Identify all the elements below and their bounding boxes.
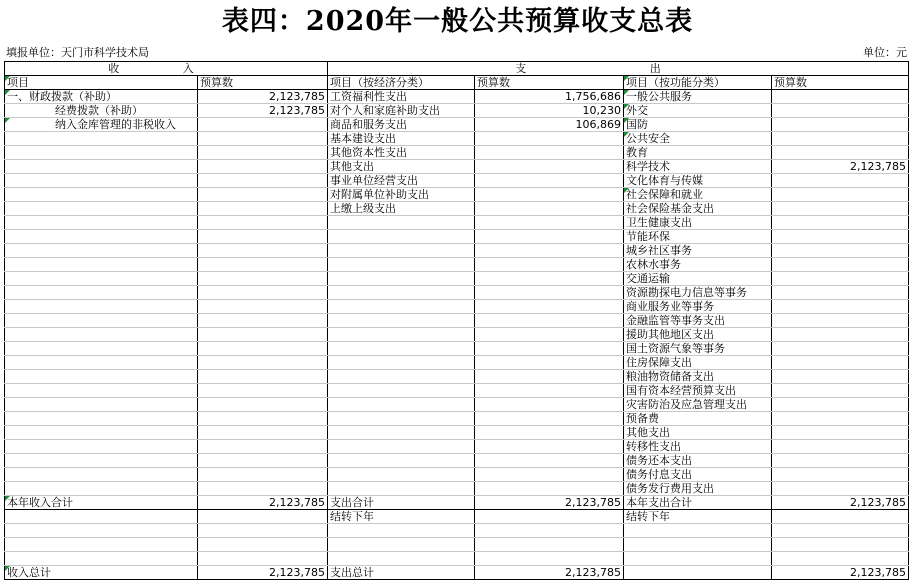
header-item-func[interactable]: 项目（按功能分类） xyxy=(624,76,772,90)
expense-econ-item-cell[interactable] xyxy=(328,384,475,398)
table-row xyxy=(5,370,909,384)
table-row xyxy=(5,510,909,524)
expense-econ-item-cell[interactable]: 支出总计 xyxy=(328,566,475,580)
expense-func-budget-cell[interactable] xyxy=(772,426,909,440)
expense-econ-item-cell[interactable]: 工资福利性支出 xyxy=(328,90,475,104)
expense-func-item-cell[interactable]: 灾害防治及应急管理支出 xyxy=(624,398,772,412)
expense-func-item-cell[interactable]: 其他支出 xyxy=(624,426,772,440)
expense-func-item-cell[interactable]: 粮油物资储备支出 xyxy=(624,370,772,384)
table-row xyxy=(5,160,909,174)
expense-econ-budget-cell[interactable] xyxy=(475,510,624,524)
expense-func-item-cell[interactable] xyxy=(624,552,772,566)
expense-func-item-cell[interactable]: 公共安全 xyxy=(624,132,772,146)
income-budget-cell[interactable] xyxy=(198,440,328,454)
expense-func-item-cell[interactable]: 文化体育与传媒 xyxy=(624,174,772,188)
income-budget-cell[interactable] xyxy=(198,356,328,370)
income-item-cell[interactable] xyxy=(5,300,198,314)
table-row xyxy=(5,356,909,370)
expense-econ-item-cell[interactable] xyxy=(328,258,475,272)
expense-func-budget-cell[interactable]: 2,123,785 xyxy=(772,496,909,510)
income-item-cell[interactable] xyxy=(5,384,198,398)
expense-func-budget-cell[interactable] xyxy=(772,314,909,328)
expense-econ-item-cell[interactable]: 基本建设支出 xyxy=(328,132,475,146)
expense-econ-budget-cell[interactable] xyxy=(475,538,624,552)
expense-func-item-cell[interactable]: 援助其他地区支出 xyxy=(624,328,772,342)
income-item-cell[interactable] xyxy=(5,160,198,174)
income-item-cell[interactable] xyxy=(5,440,198,454)
income-budget-cell[interactable] xyxy=(198,342,328,356)
expense-econ-item-cell[interactable]: 其他资本性支出 xyxy=(328,146,475,160)
expense-func-item-cell[interactable]: 农林水事务 xyxy=(624,258,772,272)
income-budget-cell[interactable] xyxy=(198,524,328,538)
income-budget-cell[interactable] xyxy=(198,202,328,216)
expense-econ-budget-cell[interactable] xyxy=(475,398,624,412)
income-budget-cell[interactable] xyxy=(198,216,328,230)
expense-func-budget-cell[interactable] xyxy=(772,370,909,384)
expense-func-budget-cell[interactable] xyxy=(772,146,909,160)
expense-func-budget-cell[interactable] xyxy=(772,272,909,286)
expense-econ-item-cell[interactable]: 对个人和家庭补助支出 xyxy=(328,104,475,118)
income-item-cell[interactable] xyxy=(5,342,198,356)
expense-econ-budget-cell[interactable] xyxy=(475,272,624,286)
expense-func-item-cell[interactable]: 一般公共服务 xyxy=(624,90,772,104)
income-item-cell[interactable] xyxy=(5,552,198,566)
income-budget-cell[interactable] xyxy=(198,468,328,482)
expense-func-item-cell[interactable]: 社会保障和就业 xyxy=(624,188,772,202)
expense-econ-item-cell[interactable] xyxy=(328,440,475,454)
header-item-econ[interactable]: 项目（按经济分类） xyxy=(328,76,475,90)
income-item-cell[interactable] xyxy=(5,314,198,328)
section-header-row xyxy=(5,62,909,76)
expense-econ-item-cell[interactable] xyxy=(328,370,475,384)
income-item-cell[interactable] xyxy=(5,174,198,188)
expense-econ-item-cell[interactable]: 商品和服务支出 xyxy=(328,118,475,132)
income-item-cell[interactable] xyxy=(5,286,198,300)
income-item-cell[interactable] xyxy=(5,356,198,370)
income-budget-cell[interactable] xyxy=(198,258,328,272)
expense-func-item-cell[interactable]: 国有资本经营预算支出 xyxy=(624,384,772,398)
expense-func-budget-cell[interactable] xyxy=(772,440,909,454)
expense-func-item-cell[interactable]: 本年支出合计 xyxy=(624,496,772,510)
table-row xyxy=(5,398,909,412)
table-row xyxy=(5,244,909,258)
table-row xyxy=(5,146,909,160)
income-item-cell[interactable] xyxy=(5,132,198,146)
expense-econ-item-cell[interactable] xyxy=(328,468,475,482)
table-row xyxy=(5,482,909,496)
income-budget-cell[interactable] xyxy=(198,412,328,426)
expense-func-budget-cell[interactable] xyxy=(772,552,909,566)
expense-econ-budget-cell[interactable] xyxy=(475,258,624,272)
table-row xyxy=(5,566,909,580)
income-section-header[interactable]: 收 入 xyxy=(5,62,328,76)
income-budget-cell[interactable] xyxy=(198,510,328,524)
income-budget-cell[interactable]: 2,123,785 xyxy=(198,566,328,580)
income-budget-cell[interactable] xyxy=(198,384,328,398)
expense-func-item-cell[interactable]: 资源勘探电力信息等事务 xyxy=(624,286,772,300)
expense-econ-budget-cell[interactable] xyxy=(475,440,624,454)
expense-func-item-cell[interactable]: 外交 xyxy=(624,104,772,118)
expense-econ-item-cell[interactable] xyxy=(328,552,475,566)
table-row xyxy=(5,272,909,286)
income-budget-cell[interactable] xyxy=(198,230,328,244)
income-item-cell[interactable] xyxy=(5,524,198,538)
table-row xyxy=(5,90,909,104)
expense-func-item-cell[interactable] xyxy=(624,566,772,580)
income-item-cell[interactable] xyxy=(5,328,198,342)
expense-func-item-cell[interactable]: 结转下年 xyxy=(624,510,772,524)
expense-func-item-cell[interactable]: 节能环保 xyxy=(624,230,772,244)
income-item-cell[interactable] xyxy=(5,370,198,384)
table-row xyxy=(5,342,909,356)
expense-econ-item-cell[interactable]: 事业单位经营支出 xyxy=(328,174,475,188)
expense-econ-item-cell[interactable]: 支出合计 xyxy=(328,496,475,510)
income-item-cell[interactable] xyxy=(5,510,198,524)
expense-func-budget-cell[interactable] xyxy=(772,342,909,356)
income-budget-cell[interactable] xyxy=(198,314,328,328)
income-budget-cell[interactable] xyxy=(198,188,328,202)
table-row xyxy=(5,496,909,510)
income-budget-cell[interactable] xyxy=(198,174,328,188)
page-title: 表四：2020年一般公共预算收支总表 xyxy=(221,6,694,37)
income-budget-cell[interactable] xyxy=(198,132,328,146)
income-budget-cell[interactable] xyxy=(198,160,328,174)
income-budget-cell[interactable] xyxy=(198,552,328,566)
expense-econ-budget-cell[interactable] xyxy=(475,426,624,440)
expense-econ-budget-cell[interactable]: 2,123,785 xyxy=(475,566,624,580)
table-row xyxy=(5,286,909,300)
expense-func-budget-cell[interactable] xyxy=(772,118,909,132)
income-budget-cell[interactable] xyxy=(198,286,328,300)
income-budget-cell[interactable] xyxy=(198,272,328,286)
expense-econ-budget-cell[interactable] xyxy=(475,370,624,384)
income-budget-cell[interactable] xyxy=(198,454,328,468)
expense-func-item-cell[interactable]: 城乡社区事务 xyxy=(624,244,772,258)
expense-func-item-cell[interactable]: 国土资源气象等事务 xyxy=(624,342,772,356)
expense-econ-budget-cell[interactable] xyxy=(475,202,624,216)
income-item-cell[interactable] xyxy=(5,272,198,286)
expense-econ-budget-cell[interactable] xyxy=(475,146,624,160)
expense-econ-budget-cell[interactable] xyxy=(475,174,624,188)
expense-econ-item-cell[interactable] xyxy=(328,454,475,468)
income-item-cell[interactable] xyxy=(5,188,198,202)
income-item-cell[interactable] xyxy=(5,468,198,482)
expense-econ-budget-cell[interactable] xyxy=(475,482,624,496)
income-item-cell[interactable] xyxy=(5,230,198,244)
expense-econ-item-cell[interactable] xyxy=(328,426,475,440)
expense-func-item-cell[interactable]: 卫生健康支出 xyxy=(624,216,772,230)
expense-func-budget-cell[interactable] xyxy=(772,202,909,216)
expense-econ-budget-cell[interactable] xyxy=(475,216,624,230)
expense-econ-budget-cell[interactable]: 2,123,785 xyxy=(475,496,624,510)
income-budget-cell[interactable] xyxy=(198,300,328,314)
expense-econ-budget-cell[interactable]: 106,869 xyxy=(475,118,624,132)
expense-econ-budget-cell[interactable]: 10,230 xyxy=(475,104,624,118)
income-item-cell[interactable] xyxy=(5,216,198,230)
expense-econ-item-cell[interactable]: 对附属单位补助支出 xyxy=(328,188,475,202)
header-item[interactable]: 项目 xyxy=(5,76,198,90)
expense-econ-item-cell[interactable] xyxy=(328,342,475,356)
income-budget-cell[interactable] xyxy=(198,426,328,440)
table-row xyxy=(5,454,909,468)
expense-func-budget-cell[interactable] xyxy=(772,244,909,258)
expense-func-budget-cell[interactable] xyxy=(772,104,909,118)
income-budget-cell[interactable] xyxy=(198,538,328,552)
expense-econ-item-cell[interactable]: 结转下年 xyxy=(328,510,475,524)
income-item-cell[interactable] xyxy=(5,412,198,426)
expense-econ-budget-cell[interactable] xyxy=(475,552,624,566)
expense-func-budget-cell[interactable] xyxy=(772,328,909,342)
expense-func-budget-cell[interactable] xyxy=(772,356,909,370)
expense-econ-item-cell[interactable]: 其他支出 xyxy=(328,160,475,174)
expense-func-budget-cell[interactable] xyxy=(772,454,909,468)
expense-func-budget-cell[interactable] xyxy=(772,258,909,272)
expense-func-item-cell[interactable]: 科学技术 xyxy=(624,160,772,174)
table-row xyxy=(5,300,909,314)
table-row xyxy=(5,538,909,552)
table-row xyxy=(5,552,909,566)
table-row xyxy=(5,188,909,202)
expense-econ-item-cell[interactable] xyxy=(328,524,475,538)
expense-func-budget-cell[interactable]: 2,123,785 xyxy=(772,160,909,174)
table-row xyxy=(5,202,909,216)
expense-econ-item-cell[interactable] xyxy=(328,244,475,258)
table-row xyxy=(5,104,909,118)
expense-econ-item-cell[interactable] xyxy=(328,286,475,300)
expense-func-item-cell[interactable] xyxy=(624,524,772,538)
table-row xyxy=(5,216,909,230)
expense-func-budget-cell[interactable] xyxy=(772,188,909,202)
table-row xyxy=(5,174,909,188)
income-item-cell[interactable]: 经费拨款（补助） xyxy=(5,104,198,118)
income-budget-cell[interactable] xyxy=(198,482,328,496)
expense-func-budget-cell[interactable] xyxy=(772,300,909,314)
expense-func-item-cell[interactable]: 教育 xyxy=(624,146,772,160)
income-item-cell[interactable]: 收入总计 xyxy=(5,566,198,580)
expense-econ-budget-cell[interactable]: 1,756,686 xyxy=(475,90,624,104)
expense-econ-item-cell[interactable] xyxy=(328,356,475,370)
expense-econ-budget-cell[interactable] xyxy=(475,384,624,398)
table-row xyxy=(5,230,909,244)
income-item-cell[interactable]: 本年收入合计 xyxy=(5,496,198,510)
income-item-cell[interactable] xyxy=(5,202,198,216)
expense-func-budget-cell[interactable] xyxy=(772,230,909,244)
income-item-cell[interactable] xyxy=(5,454,198,468)
expense-econ-budget-cell[interactable] xyxy=(475,160,624,174)
expense-econ-item-cell[interactable] xyxy=(328,230,475,244)
expense-func-budget-cell[interactable] xyxy=(772,468,909,482)
expense-econ-budget-cell[interactable] xyxy=(475,244,624,258)
expense-econ-budget-cell[interactable] xyxy=(475,468,624,482)
currency-unit: 单位：元 xyxy=(863,46,907,59)
expense-func-budget-cell[interactable] xyxy=(772,510,909,524)
expense-econ-item-cell[interactable] xyxy=(328,482,475,496)
column-header-row xyxy=(5,76,909,90)
reporting-unit: 填报单位：天门市科学技术局 xyxy=(6,46,149,59)
header-budget[interactable]: 预算数 xyxy=(198,76,328,90)
expense-func-budget-cell[interactable] xyxy=(772,398,909,412)
expense-func-budget-cell[interactable] xyxy=(772,132,909,146)
expense-func-budget-cell[interactable] xyxy=(772,524,909,538)
expense-econ-item-cell[interactable] xyxy=(328,300,475,314)
expense-func-budget-cell[interactable] xyxy=(772,216,909,230)
expense-func-item-cell[interactable]: 债务还本支出 xyxy=(624,454,772,468)
income-item-cell[interactable] xyxy=(5,146,198,160)
income-budget-cell[interactable]: 2,123,785 xyxy=(198,496,328,510)
expense-func-item-cell[interactable]: 国防 xyxy=(624,118,772,132)
expense-func-item-cell[interactable]: 社会保险基金支出 xyxy=(624,202,772,216)
expense-econ-budget-cell[interactable] xyxy=(475,132,624,146)
header-budget-econ[interactable]: 预算数 xyxy=(475,76,624,90)
expense-func-budget-cell[interactable] xyxy=(772,384,909,398)
expense-econ-item-cell[interactable] xyxy=(328,538,475,552)
table-row xyxy=(5,426,909,440)
expense-func-item-cell[interactable]: 商业服务业等事务 xyxy=(624,300,772,314)
expense-econ-budget-cell[interactable] xyxy=(475,342,624,356)
income-budget-cell[interactable] xyxy=(198,244,328,258)
expense-econ-budget-cell[interactable] xyxy=(475,524,624,538)
expense-econ-budget-cell[interactable] xyxy=(475,412,624,426)
expense-econ-item-cell[interactable] xyxy=(328,328,475,342)
expense-econ-item-cell[interactable] xyxy=(328,314,475,328)
table-row xyxy=(5,118,909,132)
income-item-cell[interactable] xyxy=(5,398,198,412)
income-budget-cell[interactable] xyxy=(198,118,328,132)
income-budget-cell[interactable] xyxy=(198,398,328,412)
income-item-cell[interactable] xyxy=(5,244,198,258)
table-row xyxy=(5,132,909,146)
expense-func-budget-cell[interactable]: 2,123,785 xyxy=(772,566,909,580)
income-budget-cell[interactable]: 2,123,785 xyxy=(198,104,328,118)
income-budget-cell[interactable] xyxy=(198,328,328,342)
expense-func-item-cell[interactable] xyxy=(624,538,772,552)
income-item-cell[interactable] xyxy=(5,258,198,272)
expense-func-item-cell[interactable]: 转移性支出 xyxy=(624,440,772,454)
table-row xyxy=(5,524,909,538)
expense-econ-budget-cell[interactable] xyxy=(475,300,624,314)
income-item-cell[interactable] xyxy=(5,482,198,496)
expense-func-item-cell[interactable]: 住房保障支出 xyxy=(624,356,772,370)
expense-econ-item-cell[interactable] xyxy=(328,398,475,412)
expense-econ-budget-cell[interactable] xyxy=(475,286,624,300)
expense-econ-item-cell[interactable]: 上缴上级支出 xyxy=(328,202,475,216)
budget-table xyxy=(4,61,909,580)
expense-func-item-cell[interactable]: 交通运输 xyxy=(624,272,772,286)
income-item-cell[interactable] xyxy=(5,426,198,440)
income-budget-cell[interactable] xyxy=(198,146,328,160)
expense-econ-item-cell[interactable] xyxy=(328,412,475,426)
expense-func-item-cell[interactable]: 金融监管等事务支出 xyxy=(624,314,772,328)
expense-econ-budget-cell[interactable] xyxy=(475,230,624,244)
expense-econ-budget-cell[interactable] xyxy=(475,314,624,328)
table-row xyxy=(5,468,909,482)
income-item-cell[interactable]: 纳入金库管理的非税收入 xyxy=(5,118,198,132)
expense-econ-item-cell[interactable] xyxy=(328,216,475,230)
expense-section-header[interactable]: 支 出 xyxy=(328,62,909,76)
expense-func-item-cell[interactable]: 预备费 xyxy=(624,412,772,426)
expense-func-budget-cell[interactable] xyxy=(772,412,909,426)
income-item-cell[interactable] xyxy=(5,538,198,552)
income-budget-cell[interactable]: 2,123,785 xyxy=(198,90,328,104)
table-row xyxy=(5,412,909,426)
header-budget-func[interactable]: 预算数 xyxy=(772,76,909,90)
expense-func-budget-cell[interactable] xyxy=(772,90,909,104)
table-row xyxy=(5,314,909,328)
expense-econ-budget-cell[interactable] xyxy=(475,454,624,468)
expense-func-item-cell[interactable]: 债务发行费用支出 xyxy=(624,482,772,496)
expense-func-budget-cell[interactable] xyxy=(772,538,909,552)
income-budget-cell[interactable] xyxy=(198,370,328,384)
income-item-cell[interactable]: 一、财政拨款（补助） xyxy=(5,90,198,104)
table-row xyxy=(5,328,909,342)
expense-econ-budget-cell[interactable] xyxy=(475,188,624,202)
expense-func-budget-cell[interactable] xyxy=(772,482,909,496)
expense-func-item-cell[interactable]: 债务付息支出 xyxy=(624,468,772,482)
expense-func-budget-cell[interactable] xyxy=(772,174,909,188)
table-row xyxy=(5,384,909,398)
expense-econ-budget-cell[interactable] xyxy=(475,328,624,342)
expense-econ-budget-cell[interactable] xyxy=(475,356,624,370)
table-row xyxy=(5,440,909,454)
table-row xyxy=(5,258,909,272)
expense-econ-item-cell[interactable] xyxy=(328,272,475,286)
expense-func-budget-cell[interactable] xyxy=(772,286,909,300)
